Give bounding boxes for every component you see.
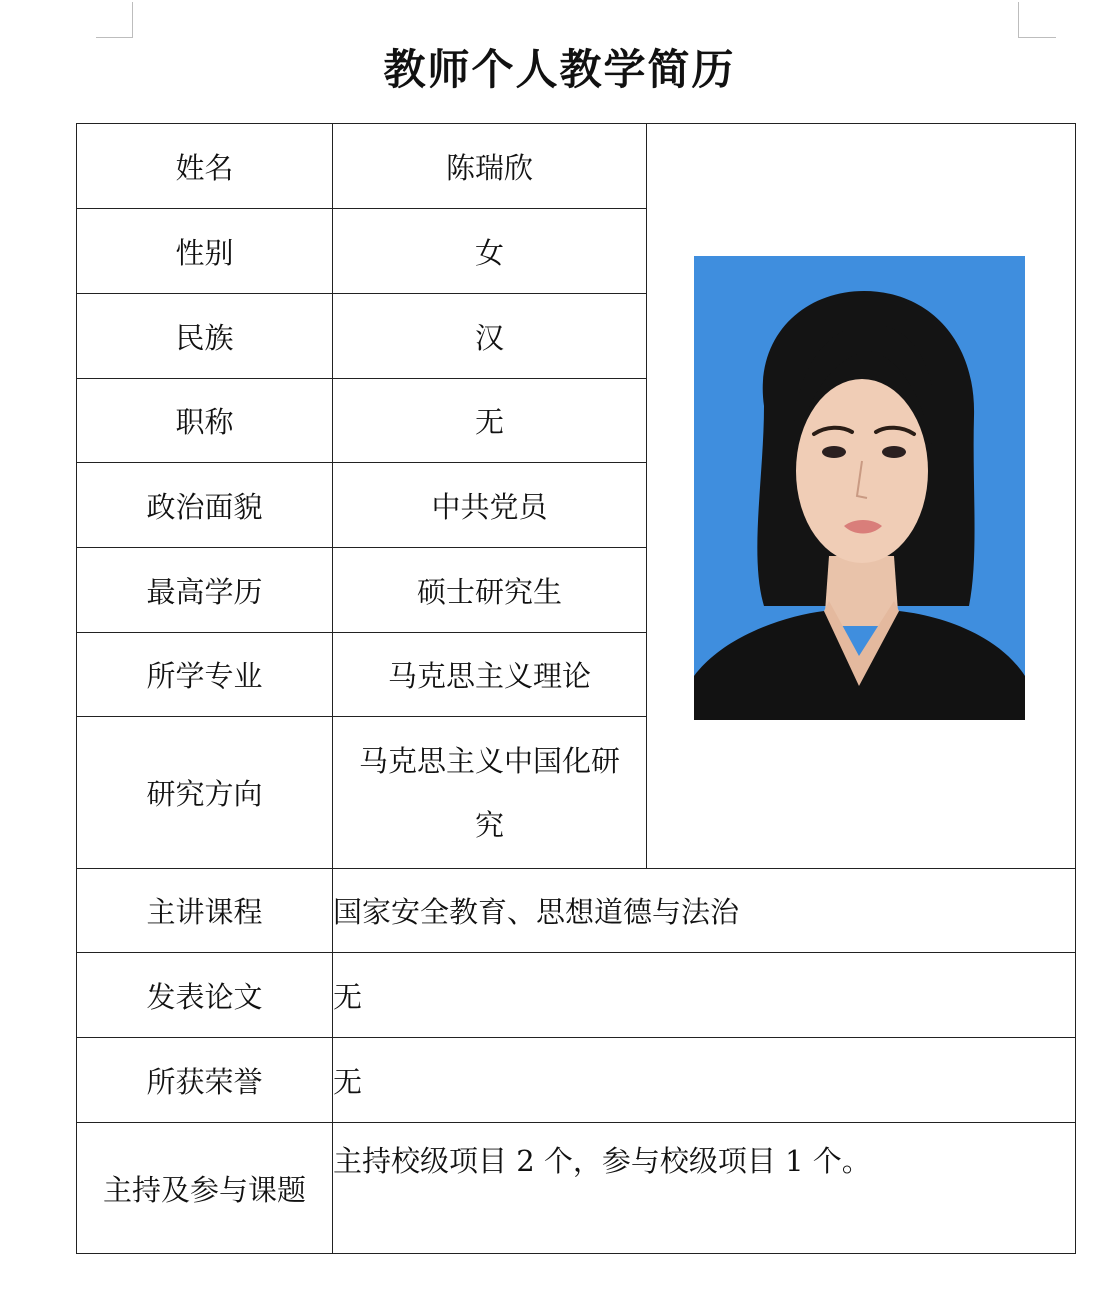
- name-label: 姓名: [77, 124, 333, 209]
- page-title: 教师个人教学简历: [383, 45, 736, 94]
- research-value-line: 马克思主义中国化研: [358, 743, 620, 778]
- portrait-photo: [694, 256, 1025, 720]
- resume-table: [76, 123, 1076, 1254]
- major-label: 所学专业: [77, 633, 333, 717]
- honors-value: 无: [333, 1038, 1076, 1123]
- projects-label: 主持及参与课题: [77, 1123, 333, 1254]
- page-corner-mark: [96, 37, 133, 38]
- table-row: [77, 1038, 1076, 1123]
- page-corner-mark: [132, 2, 133, 38]
- research-value-line: 究: [474, 807, 504, 842]
- research-label: 研究方向: [77, 717, 333, 869]
- education-label: 最高学历: [77, 548, 333, 633]
- table-row: [77, 869, 1076, 953]
- table-row: [77, 953, 1076, 1038]
- job-title-label: 职称: [77, 379, 333, 463]
- papers-label: 发表论文: [77, 953, 333, 1038]
- courses-value: 国家安全教育、思想道德与法治: [333, 869, 1076, 953]
- ethnicity-label: 民族: [77, 294, 333, 379]
- education-value: 硕士研究生: [333, 548, 647, 633]
- page-corner-mark: [1018, 2, 1019, 38]
- ethnicity-value: 汉: [333, 294, 647, 379]
- papers-value: 无: [333, 953, 1076, 1038]
- political-status-label: 政治面貌: [77, 463, 333, 548]
- table-row: [77, 1123, 1076, 1254]
- gender-label: 性别: [77, 209, 333, 294]
- research-value: [333, 717, 647, 869]
- job-title-value: 无: [333, 379, 647, 463]
- major-value: 马克思主义理论: [333, 633, 647, 717]
- table-row: [77, 124, 1076, 209]
- page-corner-mark: [1019, 37, 1056, 38]
- political-status-value: 中共党员: [333, 463, 647, 548]
- gender-value: 女: [333, 209, 647, 294]
- courses-label: 主讲课程: [77, 869, 333, 953]
- name-value: 陈瑞欣: [333, 124, 647, 209]
- honors-label: 所获荣誉: [77, 1038, 333, 1123]
- projects-value: 主持校级项目 2 个，参与校级项目 1 个。: [333, 1123, 1076, 1254]
- photo-cell: [647, 124, 1076, 869]
